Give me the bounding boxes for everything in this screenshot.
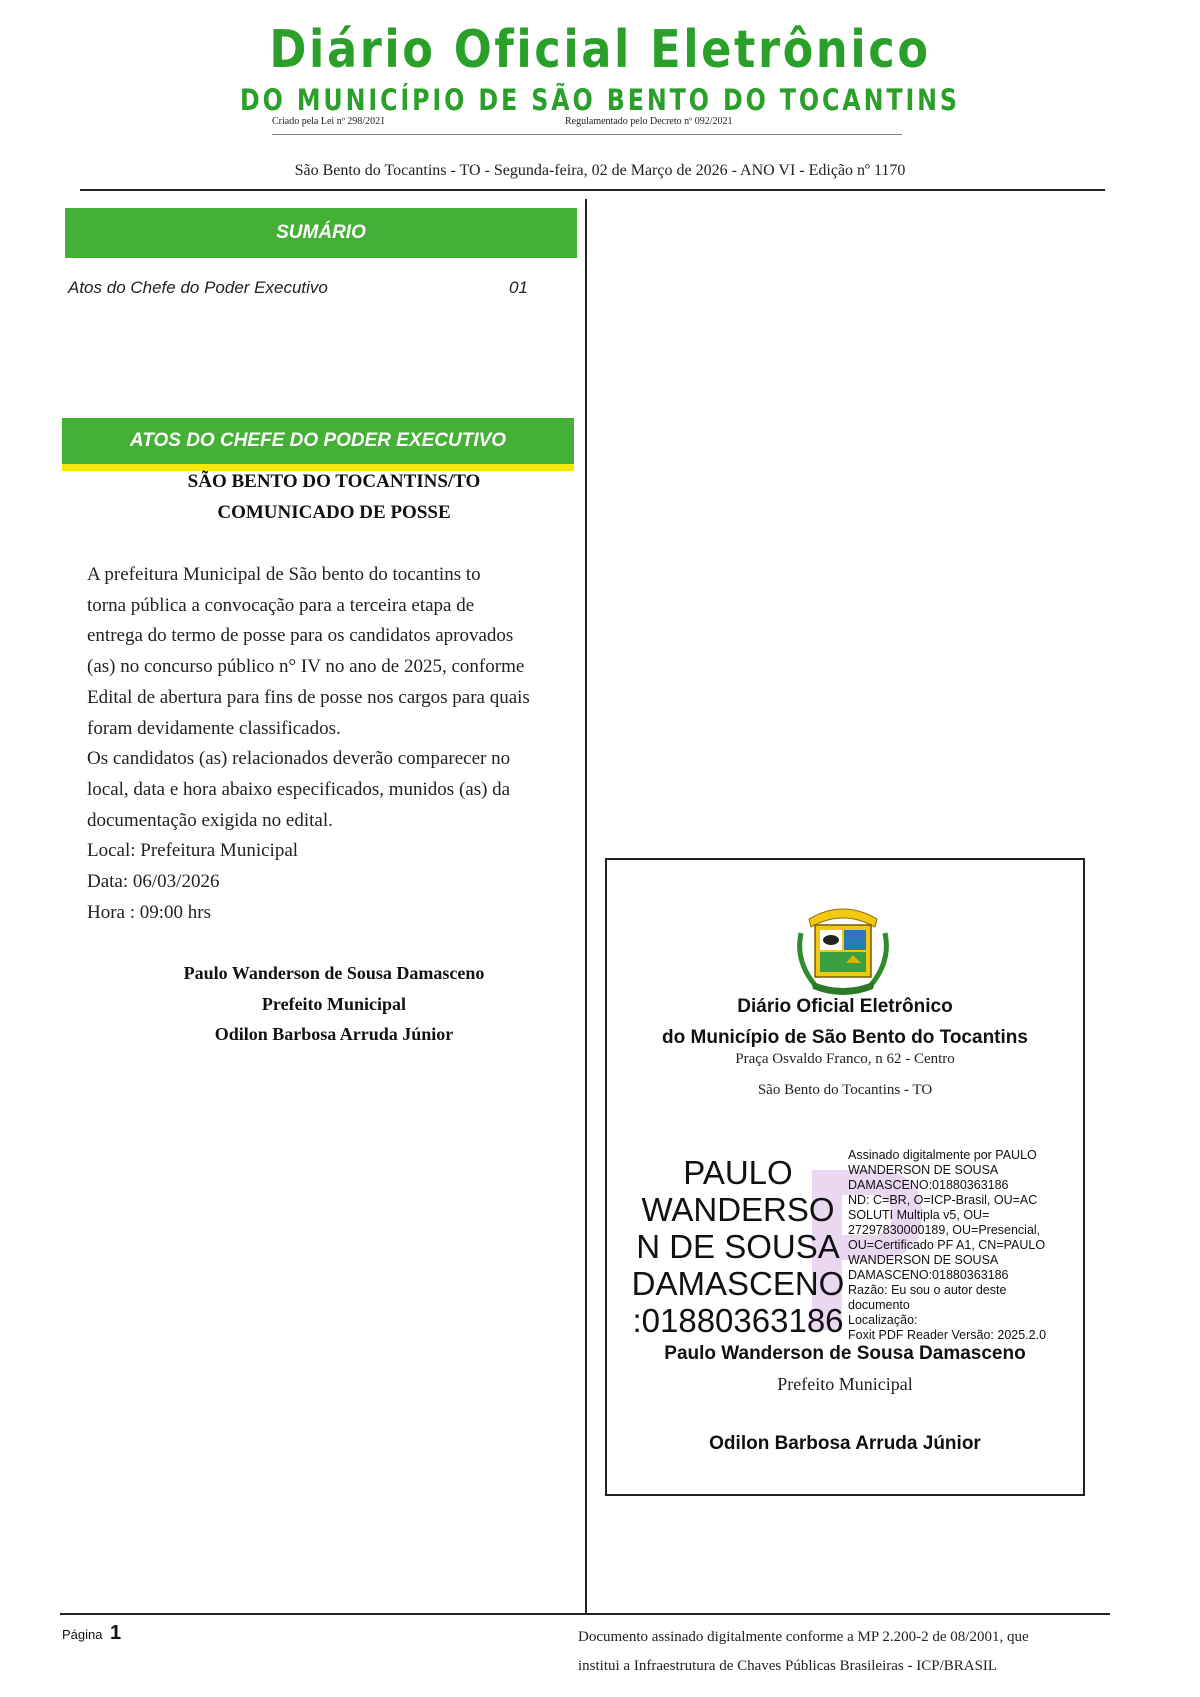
box-signer-name: Paulo Wanderson de Sousa Damasceno (664, 1343, 1026, 1364)
box-title-line2: do Município de São Bento do Tocantins (662, 1027, 1028, 1048)
box-city: São Bento do Tocantins - TO (757, 1082, 933, 1098)
cert-line: OU=Certificado PF A1, CN=PAULO (848, 1238, 1046, 1252)
body-line: Data: 06/03/2026 (87, 871, 220, 893)
digital-signature-details (848, 1148, 1078, 1343)
cert-line: DAMASCENO:01880363186 (848, 1268, 1009, 1282)
digital-signature-name (628, 1154, 848, 1339)
summary-item-label[interactable]: Atos do Chefe do Poder Executivo (68, 278, 328, 297)
footer-divider (60, 1613, 1110, 1615)
cert-line: WANDERSON DE SOUSA (848, 1163, 999, 1177)
body-line: Hora : 09:00 hrs (87, 901, 212, 923)
page-label: Página (62, 1627, 103, 1642)
section-place: SÃO BENTO DO TOCANTINS/TO (187, 471, 481, 492)
signature-name-line: :01880363186 (632, 1302, 844, 1339)
cert-line: 27297830000189, OU=Presencial, (848, 1223, 1041, 1237)
masthead-subtitle: DO MUNICÍPIO DE SÃO BENTO DO TOCANTINS (240, 83, 960, 117)
created-by-note: Criado pela Lei nº 298/2021 (272, 116, 386, 127)
box-title-line1: Diário Oficial Eletrônico (737, 996, 953, 1017)
masthead-divider (272, 134, 902, 135)
body-line: A prefeitura Municipal de São bento do tocantins to (87, 564, 481, 585)
cert-line: Foxit PDF Reader Versão: 2025.2.0 (848, 1328, 1047, 1342)
body-line: Edital de abertura para fins de posse nos cargos para quais (87, 686, 530, 708)
page-number: 1 (110, 1622, 122, 1644)
cert-line: WANDERSON DE SOUSA (848, 1253, 999, 1267)
summary-heading: SUMÁRIO (276, 222, 366, 243)
cert-line: ND: C=BR, O=ICP-Brasil, OU=AC (848, 1193, 1038, 1207)
signer-name: Paulo Wanderson de Sousa Damasceno (183, 963, 485, 983)
section-heading-bar (62, 418, 574, 464)
body-line: Local: Prefeitura Municipal (87, 840, 299, 862)
body-line: torna pública a convocação para a terceira etapa de (87, 594, 475, 616)
coat-of-arms-icon (795, 897, 891, 1001)
signature-name-line: DAMASCENO (631, 1265, 845, 1302)
cert-line: documento (848, 1298, 910, 1312)
signature-name-line: N DE SOUSA (636, 1228, 840, 1265)
regulated-by-note: Regulamentado pelo Decreto nº 092/2021 (565, 116, 733, 127)
box-signer-role: Prefeito Municipal (777, 1374, 913, 1394)
cert-line: Localização: (848, 1313, 918, 1327)
cert-line: Assinado digitalmente por PAULO (848, 1148, 1037, 1162)
box-second-signer: Odilon Barbosa Arruda Júnior (709, 1433, 981, 1454)
cert-line: SOLUTI Multipla v5, OU= (848, 1208, 990, 1222)
summary-item-page: 01 (509, 278, 528, 297)
document-title: COMUNICADO DE POSSE (217, 502, 451, 523)
section-heading-underline (62, 464, 574, 471)
body-line: documentação exigida no edital. (87, 809, 333, 831)
signature-name-line: WANDERSO (641, 1191, 835, 1228)
signer-role: Prefeito Municipal (261, 994, 407, 1014)
footer-note-line2: institui a Infraestrutura de Chaves Públicas Brasileiras - ICP/BRASIL (578, 1658, 998, 1674)
cert-line: Razão: Eu sou o autor deste (848, 1283, 1007, 1297)
summary-heading-bar (65, 208, 577, 258)
box-address: Praça Osvaldo Franco, n 62 - Centro (735, 1051, 955, 1067)
section-heading: ATOS DO CHEFE DO PODER EXECUTIVO (129, 430, 507, 451)
second-signer-name: Odilon Barbosa Arruda Júnior (214, 1024, 454, 1044)
signature-name-line: PAULO (683, 1154, 793, 1191)
body-line: Os candidatos (as) relacionados deverão comparecer no (87, 748, 511, 770)
cert-line: DAMASCENO:01880363186 (848, 1178, 1009, 1192)
body-line: (as) no concurso público n° IV no ano de 2025, conforme (87, 656, 525, 678)
body-line: entrega do termo de posse para os candidatos aprovados (87, 625, 514, 647)
body-line: local, data e hora abaixo especificados, munidos (as) da (87, 778, 511, 800)
dateline: São Bento do Tocantins - TO - Segunda-feira, 02 de Março de 2026 - ANO VI - Edição nº 1170 (294, 162, 906, 179)
header-divider (80, 189, 1105, 191)
document-body (87, 560, 587, 928)
masthead-title: Diário Oficial Eletrônico (269, 20, 931, 80)
footer-note-line1: Documento assinado digitalmente conforme a MP 2.200-2 de 08/2001, que (578, 1629, 1029, 1645)
body-line: foram devidamente classificados. (87, 717, 341, 739)
